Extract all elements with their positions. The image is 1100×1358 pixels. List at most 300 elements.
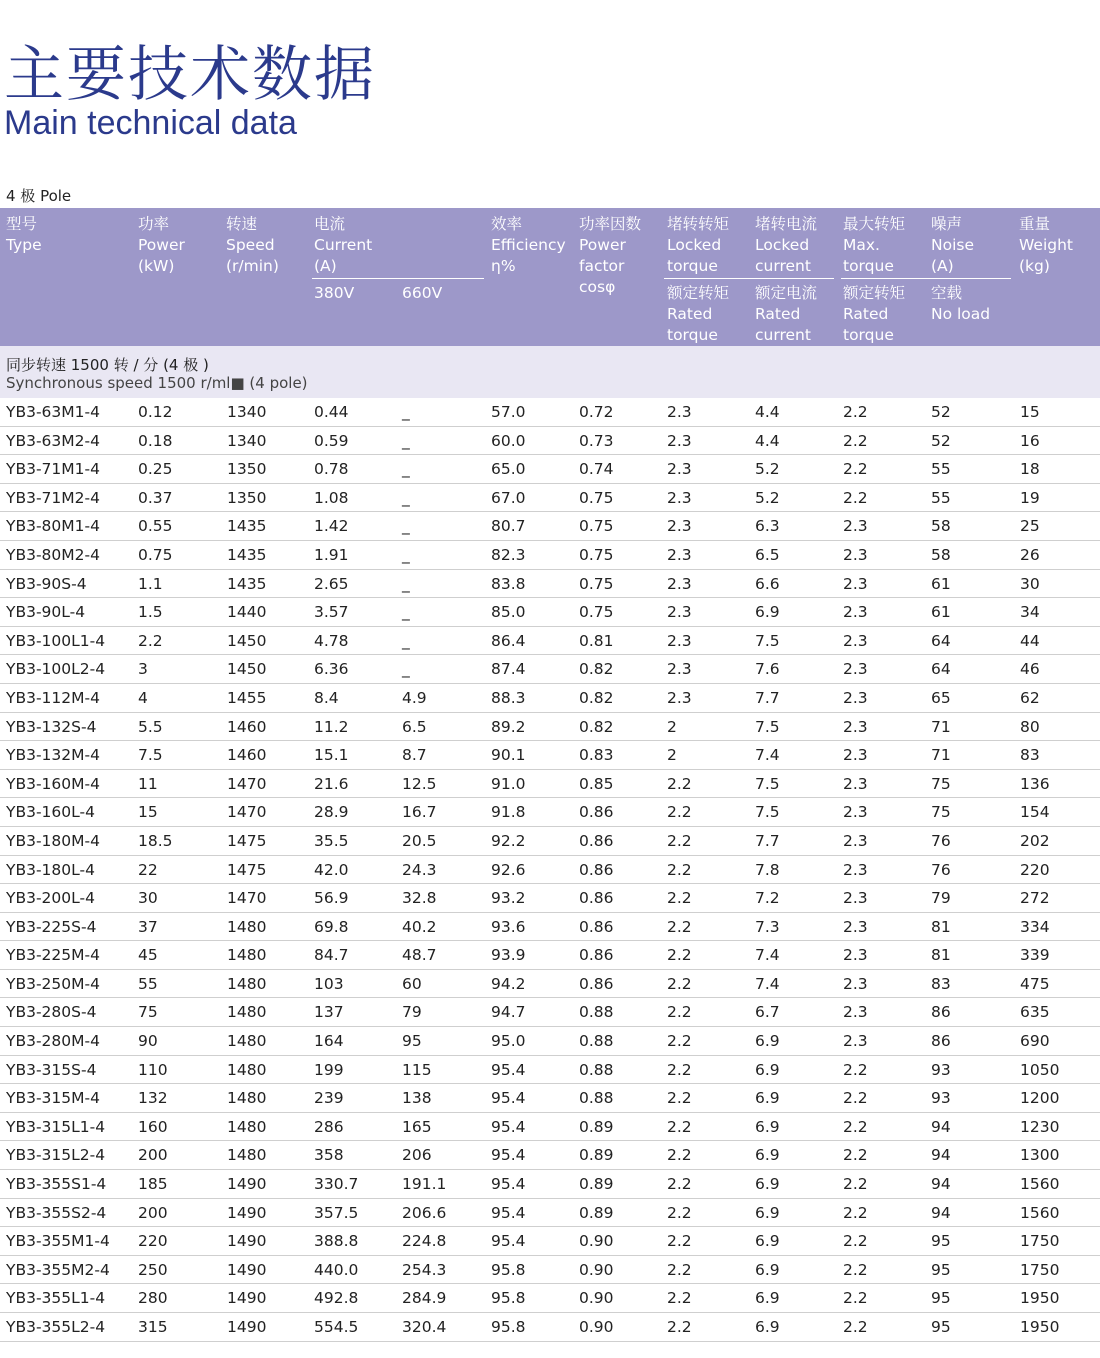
table-cell: 2.3 [843, 545, 868, 564]
table-cell: 86.4 [491, 631, 526, 650]
table-cell: 2.3 [843, 631, 868, 650]
table-row [0, 1199, 1100, 1228]
table-cell: 4 [138, 688, 148, 707]
table-cell: 95 [931, 1289, 951, 1308]
table-cell: 1.5 [138, 603, 163, 622]
table-cell: 220 [1020, 860, 1050, 879]
table-cell: 2.3 [843, 517, 868, 536]
table-cell: 82.3 [491, 545, 526, 564]
table-cell: 2.2 [843, 1146, 868, 1165]
table-row [0, 1284, 1100, 1313]
table-cell: 65.0 [491, 460, 526, 479]
table-cell: 56.9 [314, 889, 349, 908]
table-cell: 2.3 [667, 574, 692, 593]
table-cell: 2.2 [667, 1117, 692, 1136]
table-cell: 2.2 [843, 1232, 868, 1251]
table-cell: 2.2 [843, 460, 868, 479]
table-cell: 2.3 [667, 603, 692, 622]
table-cell: 2.3 [843, 688, 868, 707]
table-cell: YB3-355S1-4 [6, 1175, 107, 1194]
table-cell: 34 [1020, 603, 1040, 622]
table-cell: 95.8 [491, 1260, 526, 1279]
table-cell: 2.2 [667, 1060, 692, 1079]
table-cell: 7.6 [755, 660, 780, 679]
table-cell: 15 [1020, 403, 1040, 421]
table-cell: 93.2 [491, 889, 526, 908]
header-rated-torque-2: 额定转矩 Rated torque [843, 284, 906, 344]
header-power-factor: 功率因数 Power factor cosφ [579, 215, 642, 296]
table-cell: 1450 [227, 631, 267, 650]
table-cell: 86 [931, 1003, 951, 1022]
table-cell: 2.2 [667, 1232, 692, 1251]
table-cell: 86 [931, 1032, 951, 1051]
table-cell: 7.5 [755, 774, 780, 793]
table-cell: 6.3 [755, 517, 780, 536]
table-cell: 2.3 [843, 889, 868, 908]
table-cell: 2.3 [843, 917, 868, 936]
table-cell: 1480 [227, 1032, 267, 1051]
table-cell: _ [402, 431, 410, 450]
table-row [0, 570, 1100, 599]
table-cell: 2.2 [843, 1117, 868, 1136]
table-cell: 185 [138, 1175, 168, 1194]
table-cell: YB3-132M-4 [6, 746, 100, 765]
table-cell: 95.4 [491, 1203, 526, 1222]
header-speed: 转速 Speed (r/min) [226, 215, 279, 275]
table-cell: 0.75 [138, 545, 173, 564]
table-cell: 15 [138, 803, 158, 822]
table-cell: 22 [138, 860, 158, 879]
header-no-load: 空载 No load [931, 284, 991, 323]
table-cell: 0.81 [579, 631, 614, 650]
table-cell: 2.2 [843, 431, 868, 450]
table-cell: 88.3 [491, 688, 526, 707]
table-cell: 2.3 [843, 803, 868, 822]
table-cell: YB3-315S-4 [6, 1060, 97, 1079]
table-cell: 286 [314, 1117, 344, 1136]
table-cell: _ [402, 631, 410, 650]
table-cell: 18.5 [138, 831, 173, 850]
table-cell: 0.73 [579, 431, 614, 450]
table-cell: 1200 [1020, 1089, 1060, 1108]
table-cell: 1440 [227, 603, 267, 622]
table-cell: 0.75 [579, 517, 614, 536]
table-cell: 254.3 [402, 1260, 447, 1279]
table-row [0, 455, 1100, 484]
table-cell: 2.3 [843, 1003, 868, 1022]
table-cell: 58 [931, 517, 951, 536]
header-locked-torque: 堵转转矩 Locked torque [667, 215, 730, 275]
table-cell: 6.5 [755, 545, 780, 564]
table-cell: 80 [1020, 717, 1040, 736]
table-cell: 3.57 [314, 603, 349, 622]
table-cell: _ [402, 517, 410, 536]
table-cell: 95.0 [491, 1032, 526, 1051]
table-cell: 2.2 [667, 1146, 692, 1165]
table-cell: 6.9 [755, 603, 780, 622]
table-cell: 1460 [227, 717, 267, 736]
table-cell: 2.2 [843, 1289, 868, 1308]
table-cell: 46 [1020, 660, 1040, 679]
table-row [0, 1141, 1100, 1170]
table-cell: YB3-160L-4 [6, 803, 95, 822]
table-cell: 60.0 [491, 431, 526, 450]
table-cell: 94 [931, 1203, 951, 1222]
table-cell: 5.2 [755, 460, 780, 479]
table-cell: YB3-132S-4 [6, 717, 97, 736]
header-rated-current: 额定电流 Rated current [755, 284, 818, 344]
table-cell: 6.7 [755, 1003, 780, 1022]
table-cell: 2.3 [843, 660, 868, 679]
table-row [0, 655, 1100, 684]
table-cell: 200 [138, 1203, 168, 1222]
table-cell: 272 [1020, 889, 1050, 908]
header-380v: 380V [314, 284, 355, 302]
table-cell: 2 [667, 746, 677, 765]
table-cell: YB3-160M-4 [6, 774, 100, 793]
table-cell: 95.8 [491, 1318, 526, 1336]
table-cell: 1.91 [314, 545, 349, 564]
table-cell: 2.3 [667, 660, 692, 679]
table-row [0, 512, 1100, 541]
table-row [0, 998, 1100, 1027]
table-cell: 0.78 [314, 460, 349, 479]
table-cell: 15.1 [314, 746, 349, 765]
table-cell: 2.2 [667, 1032, 692, 1051]
table-cell: 6.9 [755, 1089, 780, 1108]
table-cell: 160 [138, 1117, 168, 1136]
table-cell: 0.74 [579, 460, 614, 479]
table-cell: 1.08 [314, 488, 349, 507]
table-cell: 30 [1020, 574, 1040, 593]
table-cell: 0.83 [579, 746, 614, 765]
table-cell: _ [402, 488, 410, 507]
table-row [0, 541, 1100, 570]
table-cell: 2.2 [843, 1318, 868, 1336]
table-cell: 2.2 [667, 917, 692, 936]
table-row [0, 1313, 1100, 1342]
table-cell: 52 [931, 403, 951, 421]
table-cell: 2.2 [667, 1089, 692, 1108]
table-cell: YB3-90L-4 [6, 603, 86, 622]
table-cell: YB3-280S-4 [6, 1003, 97, 1022]
table-cell: 154 [1020, 803, 1050, 822]
table-cell: 7.5 [138, 746, 163, 765]
table-cell: 52 [931, 431, 951, 450]
table-cell: 1490 [227, 1175, 267, 1194]
table-cell: 358 [314, 1146, 344, 1165]
table-cell: 2.3 [667, 460, 692, 479]
table-cell: 6.9 [755, 1318, 780, 1336]
table-cell: 95 [931, 1232, 951, 1251]
table-row [0, 1113, 1100, 1142]
table-cell: YB3-71M2-4 [6, 488, 100, 507]
table-cell: YB3-80M1-4 [6, 517, 100, 536]
table-cell: 2.2 [667, 831, 692, 850]
header-power: 功率 Power (kW) [138, 215, 185, 275]
table-cell: 492.8 [314, 1289, 359, 1308]
table-cell: 2.3 [667, 517, 692, 536]
table-cell: _ [402, 460, 410, 479]
table-cell: 89.2 [491, 717, 526, 736]
table-cell: 0.75 [579, 488, 614, 507]
table-cell: 1480 [227, 917, 267, 936]
table-cell: 1560 [1020, 1175, 1060, 1194]
table-cell: 1490 [227, 1232, 267, 1251]
table-cell: _ [402, 574, 410, 593]
table-cell: 202 [1020, 831, 1050, 850]
table-cell: 7.7 [755, 688, 780, 707]
table-cell: YB3-180M-4 [6, 831, 100, 850]
table-cell: 0.75 [579, 545, 614, 564]
table-cell: YB3-355L1-4 [6, 1289, 106, 1308]
table-cell: 0.86 [579, 831, 614, 850]
table-cell: 1.1 [138, 574, 163, 593]
table-cell: YB3-63M1-4 [6, 403, 100, 421]
table-cell: 690 [1020, 1032, 1050, 1051]
ratio-divider-2 [841, 278, 1011, 279]
table-cell: 42.0 [314, 860, 349, 879]
header-locked-current: 堵转电流 Locked current [755, 215, 818, 275]
table-cell: 2.65 [314, 574, 349, 593]
table-cell: 83.8 [491, 574, 526, 593]
table-cell: 95.8 [491, 1289, 526, 1308]
table-cell: 280 [138, 1289, 168, 1308]
table-cell: 0.88 [579, 1060, 614, 1079]
header-type: 型号 Type [6, 215, 42, 254]
table-cell: 62 [1020, 688, 1040, 707]
table-cell: 1455 [227, 688, 267, 707]
table-cell: 83 [931, 974, 951, 993]
table-cell: 2.2 [843, 1089, 868, 1108]
table-cell: 30 [138, 889, 158, 908]
table-cell: 2.2 [667, 803, 692, 822]
table-cell: YB3-315L2-4 [6, 1146, 106, 1165]
table-cell: 0.89 [579, 1175, 614, 1194]
table-cell: 239 [314, 1089, 344, 1108]
table-cell: 95.4 [491, 1232, 526, 1251]
table-cell: 6.9 [755, 1117, 780, 1136]
table-cell: 2.3 [843, 774, 868, 793]
table-cell: 1950 [1020, 1289, 1060, 1308]
table-cell: YB3-225S-4 [6, 917, 97, 936]
table-cell: 11 [138, 774, 158, 793]
table-cell: 2.2 [667, 1289, 692, 1308]
table-cell: 0.86 [579, 917, 614, 936]
table-cell: 65 [931, 688, 951, 707]
table-cell: 1480 [227, 1003, 267, 1022]
header-noise: 噪声 Noise (A) [931, 215, 974, 275]
table-cell: _ [402, 660, 410, 679]
table-cell: 0.86 [579, 803, 614, 822]
table-cell: 2.3 [843, 717, 868, 736]
table-cell: 440.0 [314, 1260, 359, 1279]
table-cell: 1450 [227, 660, 267, 679]
table-cell: 357.5 [314, 1203, 359, 1222]
table-cell: 6.5 [402, 717, 427, 736]
table-cell: 1475 [227, 831, 267, 850]
table-cell: 0.86 [579, 860, 614, 879]
table-row [0, 884, 1100, 913]
table-cell: 2.2 [667, 1003, 692, 1022]
table-cell: 0.44 [314, 403, 349, 421]
table-cell: 2.3 [843, 746, 868, 765]
table-cell: 6.9 [755, 1146, 780, 1165]
table-cell: 6.9 [755, 1260, 780, 1279]
table-cell: 95.4 [491, 1146, 526, 1165]
table-cell: 20.5 [402, 831, 437, 850]
table-cell: 95 [931, 1260, 951, 1279]
table-cell: 2.2 [667, 1318, 692, 1336]
table-cell: 94.2 [491, 974, 526, 993]
table-cell: 250 [138, 1260, 168, 1279]
table-cell: 25 [1020, 517, 1040, 536]
table-cell: 1.42 [314, 517, 349, 536]
table-cell: 80.7 [491, 517, 526, 536]
table-cell: 94 [931, 1146, 951, 1165]
table-cell: 0.90 [579, 1232, 614, 1251]
table-cell: 95 [931, 1318, 951, 1336]
table-cell: YB3-100L2-4 [6, 660, 106, 679]
table-cell: 92.2 [491, 831, 526, 850]
table-cell: 6.6 [755, 574, 780, 593]
table-cell: 4.4 [755, 403, 780, 421]
table-cell: 0.88 [579, 1089, 614, 1108]
table-cell: 75 [138, 1003, 158, 1022]
table-cell: 199 [314, 1060, 344, 1079]
table-cell: 206 [402, 1146, 432, 1165]
table-cell: 224.8 [402, 1232, 447, 1251]
table-cell: 334 [1020, 917, 1050, 936]
table-cell: 1350 [227, 488, 267, 507]
table-cell: 2.3 [843, 574, 868, 593]
table-row [0, 798, 1100, 827]
table-cell: 4.9 [402, 688, 427, 707]
table-row [0, 770, 1100, 799]
table-row [0, 941, 1100, 970]
header-efficiency: 效率 Efficiency η% [491, 215, 566, 275]
table-cell: 136 [1020, 774, 1050, 793]
table-cell: 8.7 [402, 746, 427, 765]
table-cell: 554.5 [314, 1318, 359, 1336]
table-row [0, 970, 1100, 999]
table-cell: 45 [138, 946, 158, 965]
table-cell: 1340 [227, 403, 267, 421]
table-cell: 0.85 [579, 774, 614, 793]
table-cell: 94 [931, 1117, 951, 1136]
table-cell: 0.86 [579, 974, 614, 993]
table-cell: 1475 [227, 860, 267, 879]
table-cell: 81 [931, 946, 951, 965]
table-cell: YB3-225M-4 [6, 946, 100, 965]
table-cell: YB3-355L2-4 [6, 1318, 106, 1336]
table-cell: YB3-355M2-4 [6, 1260, 110, 1279]
table-cell: 0.55 [138, 517, 173, 536]
table-cell: 0.90 [579, 1289, 614, 1308]
table-cell: 7.7 [755, 831, 780, 850]
table-cell: 37 [138, 917, 158, 936]
table-cell: 1050 [1020, 1060, 1060, 1079]
table-cell: 0.88 [579, 1003, 614, 1022]
table-row [0, 827, 1100, 856]
table-cell: 1490 [227, 1260, 267, 1279]
table-cell: _ [402, 603, 410, 622]
table-cell: 93 [931, 1060, 951, 1079]
table-cell: 6.9 [755, 1289, 780, 1308]
table-cell: 2.2 [667, 1260, 692, 1279]
table-cell: 2.3 [667, 431, 692, 450]
table-header [0, 208, 1100, 346]
table-cell: 1480 [227, 1117, 267, 1136]
table-cell: 6.9 [755, 1232, 780, 1251]
table-cell: 1470 [227, 774, 267, 793]
table-cell: 7.4 [755, 746, 780, 765]
table-cell: 1560 [1020, 1203, 1060, 1222]
table-cell: 61 [931, 574, 951, 593]
table-cell: 57.0 [491, 403, 526, 421]
table-cell: 1480 [227, 1060, 267, 1079]
table-cell: 1300 [1020, 1146, 1060, 1165]
table-cell: 2.2 [138, 631, 163, 650]
table-cell: 1435 [227, 545, 267, 564]
table-cell: 71 [931, 717, 951, 736]
table-row [0, 427, 1100, 456]
pole-label: 4 极 Pole [6, 187, 72, 205]
table-cell: 1230 [1020, 1117, 1060, 1136]
table-row [0, 1227, 1100, 1256]
table-cell: 137 [314, 1003, 344, 1022]
table-cell: YB3-180L-4 [6, 860, 95, 879]
table-cell: 79 [931, 889, 951, 908]
current-divider [312, 278, 484, 279]
table-cell: 61 [931, 603, 951, 622]
table-cell: 92.6 [491, 860, 526, 879]
table-cell: 64 [931, 660, 951, 679]
table-cell: 1480 [227, 1146, 267, 1165]
table-cell: 2 [667, 717, 677, 736]
table-cell: 110 [138, 1060, 168, 1079]
table-cell: YB3-71M1-4 [6, 460, 100, 479]
table-cell: 2.3 [667, 403, 692, 421]
table-cell: 93 [931, 1089, 951, 1108]
table-cell: 95.4 [491, 1117, 526, 1136]
table-cell: 0.89 [579, 1117, 614, 1136]
table-cell: 90.1 [491, 746, 526, 765]
table-cell: 2.2 [843, 1260, 868, 1279]
table-cell: 4.78 [314, 631, 349, 650]
table-cell: 0.25 [138, 460, 173, 479]
table-cell: 6.36 [314, 660, 349, 679]
table-cell: 90 [138, 1032, 158, 1051]
table-cell: 35.5 [314, 831, 349, 850]
header-current: 电流 Current (A) [314, 215, 373, 275]
table-cell: 91.0 [491, 774, 526, 793]
table-cell: 191.1 [402, 1175, 447, 1194]
table-cell: 32.8 [402, 889, 437, 908]
table-cell: 475 [1020, 974, 1050, 993]
table-cell: 7.8 [755, 860, 780, 879]
table-cell: 2.2 [667, 1175, 692, 1194]
table-cell: 7.2 [755, 889, 780, 908]
table-cell: 635 [1020, 1003, 1050, 1022]
table-row [0, 1170, 1100, 1199]
table-cell: 320.4 [402, 1318, 447, 1336]
table-cell: 138 [402, 1089, 432, 1108]
table-cell: 69.8 [314, 917, 349, 936]
table-cell: 40.2 [402, 917, 437, 936]
table-cell: YB3-112M-4 [6, 688, 100, 707]
table-cell: 81 [931, 917, 951, 936]
